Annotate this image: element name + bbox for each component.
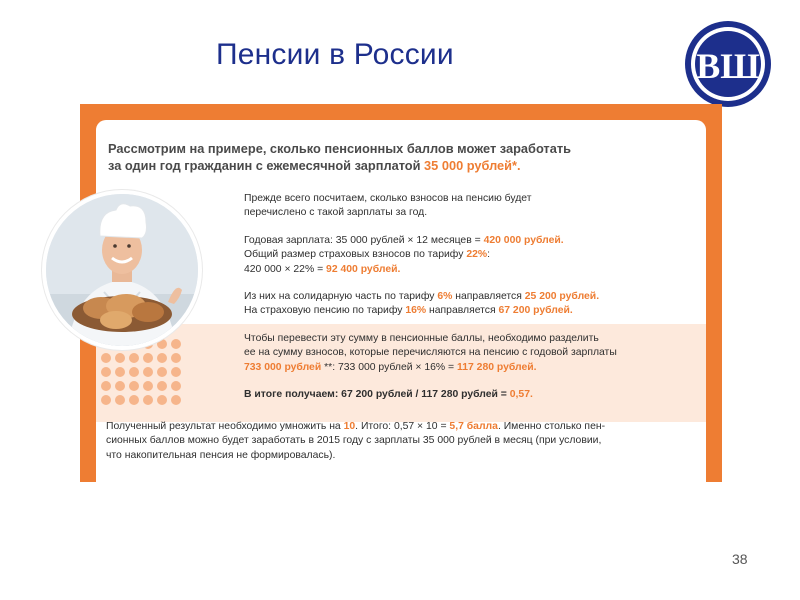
headline-salary: 35 000 рублей*. bbox=[424, 158, 521, 173]
paragraph-distribution: Из них на солидарную часть по тарифу 6% направляется 25 200 рублей. На страховую пенсию по тарифу 16% направляется 67 200 рублей. bbox=[244, 291, 600, 317]
baker-photo bbox=[42, 190, 202, 350]
paragraph-annual-salary: Годовая зарплата: 35 000 рублей × 12 месяцев = 420 000 рублей. Общий размер страховых взносов по тарифу 22%: 420 000 × 22% = 92 400 рублей. bbox=[244, 235, 564, 275]
headline-line-1: Рассмотрим на примере, сколько пенсионных баллов может заработать bbox=[108, 141, 571, 156]
page-number: 38 bbox=[732, 551, 748, 567]
slide-title: Пенсии в России bbox=[216, 38, 454, 71]
paragraph-result: В итоге получаем: 67 200 рублей / 117 280 рублей = 0,57. bbox=[244, 389, 533, 400]
pension-infographic bbox=[80, 104, 722, 482]
headline bbox=[108, 140, 648, 174]
paragraph-conversion: Чтобы перевести эту сумму в пенсионные баллы, необходимо разделить ее на сумму взносов, которые перечисляются на пенсию с годовой зарплаты 733 000 рублей **: 733 000 рублей × 16% = 117 280 рублей. bbox=[244, 333, 617, 373]
hse-logo bbox=[683, 19, 773, 109]
logo-letters: ВШ bbox=[696, 46, 760, 86]
paragraph-intro: Прежде всего посчитаем, сколько взносов на пенсию будет перечислено с такой зарплаты за год. bbox=[244, 193, 532, 219]
headline-line-2: за один год гражданин с ежемесячной зарплатой 35 000 рублей*. bbox=[108, 158, 521, 173]
paragraph-conclusion: Полученный результат необходимо умножить на 10. Итого: 0,57 × 10 = 5,7 балла. Именно столько пен- сионных баллов можно будет заработать в 2015 году с зарплаты 35 000 рублей в месяц (при условии, что накопительная пенсия не формировалась). bbox=[106, 421, 606, 461]
decorative-dot-grid bbox=[98, 338, 194, 416]
